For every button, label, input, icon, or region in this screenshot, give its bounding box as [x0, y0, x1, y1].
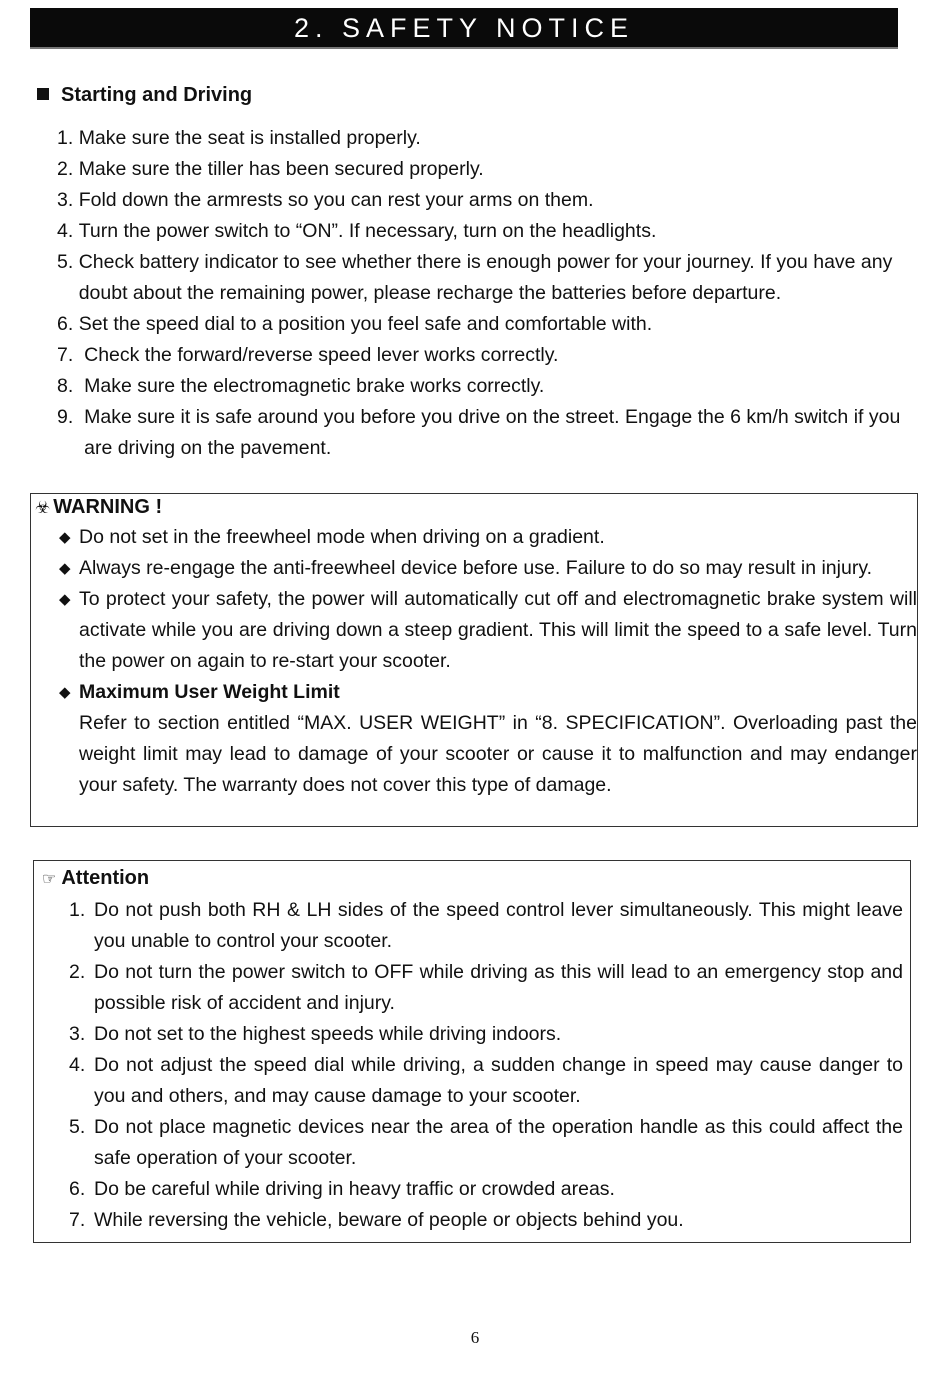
item-number: 9.: [57, 406, 85, 428]
warning-text: Do not set in the freewheel mode when driving on a gradient.: [79, 526, 605, 548]
warning-item: [59, 584, 917, 677]
max-weight-text: Refer to section entitled “MAX. USER WEIGHT” in “8. SPECIFICATION”. Overloading past the weight limit may lead to damage of your scooter or cause it to malfunction and may endanger your safety. The warranty does not cover this type of damage.: [79, 712, 917, 796]
warning-heading: [35, 496, 162, 519]
item-text: Do not set to the highest speeds while driving indoors.: [94, 1023, 562, 1045]
item-text: Set the speed dial to a position you feel safe and comfortable with.: [78, 313, 653, 335]
attention-item: [69, 1050, 903, 1112]
attention-list: [69, 895, 903, 1236]
item-number: 3.: [69, 1023, 86, 1045]
item-number: 4.: [57, 220, 79, 242]
item-text: Check battery indicator to see whether there is enough power for your journey. If you have any doubt about the remaining power, please recharge the batteries before departure.: [78, 251, 893, 304]
item-number: 2.: [69, 961, 86, 983]
item-number: 1.: [57, 127, 79, 149]
warning-text: Always re-engage the anti-freewheel device before use. Failure to do so may result in injury.: [79, 557, 873, 579]
title-underline: [30, 47, 898, 49]
black-square-icon: [37, 88, 49, 100]
attention-heading: [42, 867, 149, 890]
attention-heading-text: Attention: [61, 867, 150, 889]
item-number: 6.: [69, 1178, 86, 1200]
list-item: [57, 216, 917, 247]
item-number: 6.: [57, 313, 79, 335]
diamond-icon: ◆: [59, 591, 71, 608]
item-text: Do not place magnetic devices near the area of the operation handle as this could affect the safe operation of your scooter.: [94, 1116, 903, 1169]
attention-item: [69, 957, 903, 1019]
attention-item: [69, 1205, 903, 1236]
pointing-hand-icon: ☞: [42, 871, 57, 888]
item-number: 3.: [57, 189, 79, 211]
list-item: [57, 154, 917, 185]
item-number: 5.: [57, 251, 79, 273]
item-number: 4.: [69, 1054, 86, 1076]
attention-item: [69, 1019, 903, 1050]
page-title-bar: [30, 8, 898, 48]
warning-text: To protect your safety, the power will automatically cut off and electromagnetic brake system will activate while you are driving down a steep gradient. This will limit the speed to a safe level. Turn the power on again to re-start your scooter.: [79, 588, 917, 672]
list-item: [57, 185, 917, 216]
item-text: Fold down the armrests so you can rest your arms on them.: [78, 189, 594, 211]
list-item: [57, 123, 917, 154]
item-text: Turn the power switch to “ON”. If necessary, turn on the headlights.: [78, 220, 657, 242]
item-number: 8.: [57, 375, 85, 397]
list-item: [57, 402, 917, 464]
item-number: 7.: [69, 1209, 86, 1231]
list-item: [57, 247, 917, 309]
item-number: 5.: [69, 1116, 86, 1138]
section-heading: [37, 84, 252, 107]
starting-driving-list: [57, 123, 917, 464]
item-number: 7.: [57, 344, 85, 366]
item-text: Check the forward/reverse speed lever works correctly.: [84, 344, 559, 366]
item-text: Do be careful while driving in heavy traffic or crowded areas.: [94, 1178, 615, 1200]
warning-box: [30, 493, 918, 827]
page-title: 2. SAFETY NOTICE: [293, 12, 635, 43]
item-text: Do not turn the power switch to OFF while driving as this will lead to an emergency stop and possible risk of accident and injury.: [94, 961, 903, 1014]
warning-list: [59, 522, 917, 801]
attention-box: [33, 860, 911, 1243]
warning-heading-text: WARNING !: [53, 496, 163, 518]
item-text: Make sure the tiller has been secured properly.: [78, 158, 484, 180]
item-text: Make sure it is safe around you before you drive on the street. Engage the 6 km/h switch if you are driving on the pavement.: [84, 406, 901, 459]
diamond-icon: ◆: [59, 560, 71, 577]
item-text: While reversing the vehicle, beware of people or objects behind you.: [94, 1209, 684, 1231]
warning-item: [59, 553, 917, 584]
item-number: 1.: [69, 899, 86, 921]
warning-figure-icon: ☣: [35, 498, 51, 517]
section-heading-text: Starting and Driving: [61, 84, 253, 106]
list-item: [57, 340, 917, 371]
list-item: [57, 309, 917, 340]
attention-item: [69, 895, 903, 957]
warning-item: [59, 677, 917, 708]
item-text: Do not adjust the speed dial while driving, a sudden change in speed may cause danger to you and others, and may cause damage to your scooter.: [94, 1054, 903, 1107]
item-text: Make sure the seat is installed properly.: [78, 127, 421, 149]
item-number: 2.: [57, 158, 79, 180]
page-number: 6: [470, 1328, 480, 1347]
warning-item: [59, 522, 917, 553]
diamond-icon: ◆: [59, 684, 71, 701]
attention-item: [69, 1174, 903, 1205]
max-weight-heading: Maximum User Weight Limit: [79, 681, 340, 703]
item-text: Make sure the electromagnetic brake works correctly.: [84, 375, 545, 397]
list-item: [57, 371, 917, 402]
attention-item: [69, 1112, 903, 1174]
diamond-icon: ◆: [59, 529, 71, 546]
item-text: Do not push both RH & LH sides of the speed control lever simultaneously. This might leave you unable to control your scooter.: [94, 899, 903, 952]
